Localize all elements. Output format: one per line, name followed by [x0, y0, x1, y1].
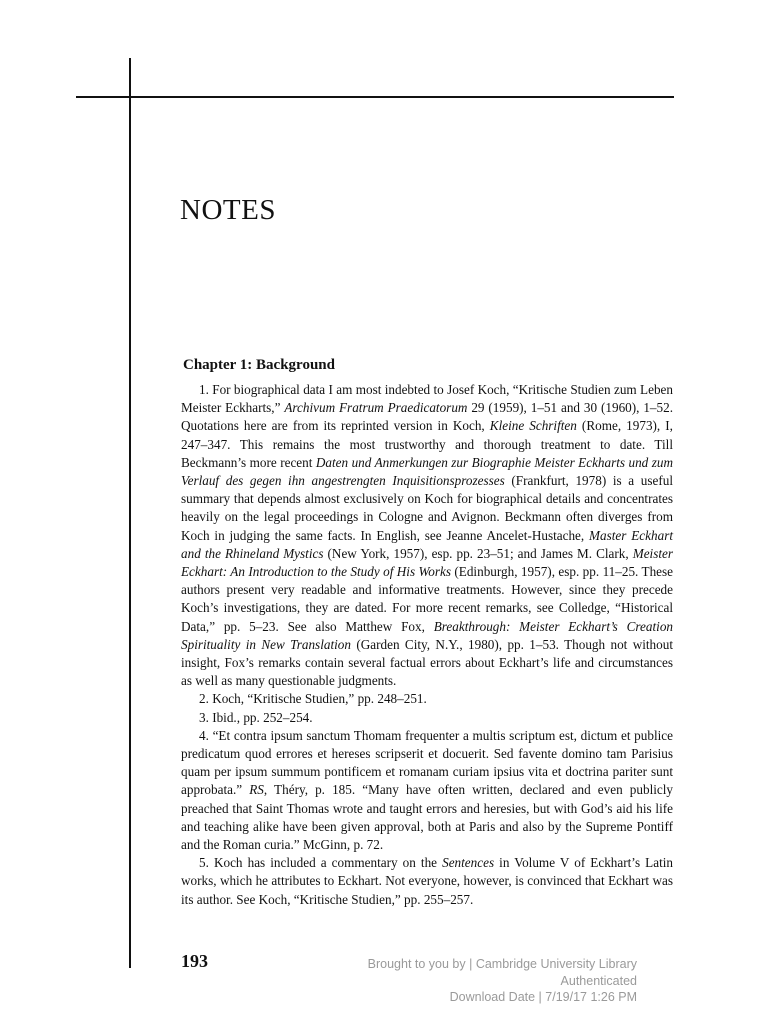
page-title: NOTES — [180, 194, 276, 226]
note-text: 4. “Et contra ipsum sanctum Thomam frequenter a multis scriptum est, dictum et publice predicatum quod errores et hereses scripserit et docuerit. Sed favente domino tam Parisius quam per ipsum summum pontificem et romanam curiam ipsius vita et doctrina pariter sunt approbata.” — [181, 727, 673, 798]
notes-list — [181, 381, 673, 909]
note-text: 5. Koch has included a commentary on the — [199, 855, 443, 871]
note-text: (Garden City, N.Y., 1980), pp. 1–53. Though not without insight, Fox’s remarks contain several factual errors about Eckhart’s life and circumstances as well as many questionable judgments. — [181, 636, 673, 689]
note-text: 29 (1959), 1–51 and 30 (1960), 1–52. Quotations here are from its reprinted version in Koch, — [181, 400, 673, 434]
watermark-line-1: Brought to you by | Cambridge University Library — [367, 957, 637, 971]
italic-title: Breakthrough: Meister Eckhart’s Creation Spirituality in New Translation — [181, 618, 674, 652]
note-text: , Théry, p. 185. “Many have often written, declared and even publicly preached that Saint Thomas wrote and taught errors and heresies, but with God’s aid his life and teaching alike have been given approval, both at Paris and also by the Supreme Pontiff and the Roman curia.” McGinn, p. 72. — [181, 782, 674, 853]
note-text: 3. Ibid., pp. 252–254. — [199, 709, 313, 725]
page-number: 193 — [181, 951, 208, 971]
italic-title: Master Eckhart and the Rhineland Mystics — [181, 527, 673, 561]
italic-title: Kleine Schriften — [489, 418, 577, 434]
note-1 — [181, 381, 673, 690]
crop-mark-horizontal — [76, 96, 674, 98]
italic-title: Sentences — [442, 855, 495, 871]
note-text: 2. Koch, “Kritische Studien,” pp. 248–251. — [199, 691, 427, 707]
watermark-line-2: Authenticated — [560, 973, 637, 988]
note-text: (New York, 1957), esp. pp. 23–51; and James M. Clark, — [323, 545, 633, 561]
italic-title: Archivum Fratrum Praedicatorum — [284, 400, 468, 416]
note-4 — [181, 727, 673, 854]
note-text: (Edinburgh, 1957), esp. pp. 11–25. These authors present very readable and informative treatments. However, since they precede Koch’s investigations, they are dated. For more recent remarks, see Colledge, “Historical Data,” pp. 5–23. See also Matthew Fox, — [181, 564, 674, 634]
italic-title: RS — [249, 782, 264, 798]
italic-title: Meister Eckhart: An Introduction to the Study of His Works — [181, 545, 674, 580]
crop-mark-vertical — [129, 58, 131, 968]
watermark-line-3: Download Date | 7/19/17 1:26 PM — [449, 990, 637, 1004]
note-text: (Frankfurt, 1978) is a useful summary that depends almost exclusively on Koch for biographical details and concentrates heavily on the legal proceedings in Cologne and Avignon. Beckmann often diverges from Koch in judging the same facts. In English, see Jeanne Ancelet-Hustache, — [181, 473, 673, 543]
note-text: 1. For biographical data I am most indebted to Josef Koch, “Kritische Studien zum Leben Meister Eckharts,” — [181, 382, 673, 416]
note-text: (Rome, 1973), I, 247–347. This remains the most trustworthy and thorough treatment to date. Till Beckmann’s more recent — [181, 418, 673, 470]
note-3 — [181, 709, 673, 727]
chapter-heading: Chapter 1: Background — [183, 357, 335, 373]
italic-title: Daten und Anmerkungen zur Biographie Meister Eckharts und zum Verlauf des gegen ihn angestrengten Inquisitionsprozesses — [181, 454, 673, 489]
access-watermark — [368, 956, 637, 1006]
note-5 — [181, 854, 673, 909]
note-text: in Volume V of Eckhart’s Latin works, which he attributes to Eckhart. Not everyone, however, is convinced that Eckhart was its author. See Koch, “Kritische Studien,” pp. 255–257. — [181, 855, 673, 907]
note-2 — [181, 690, 673, 708]
